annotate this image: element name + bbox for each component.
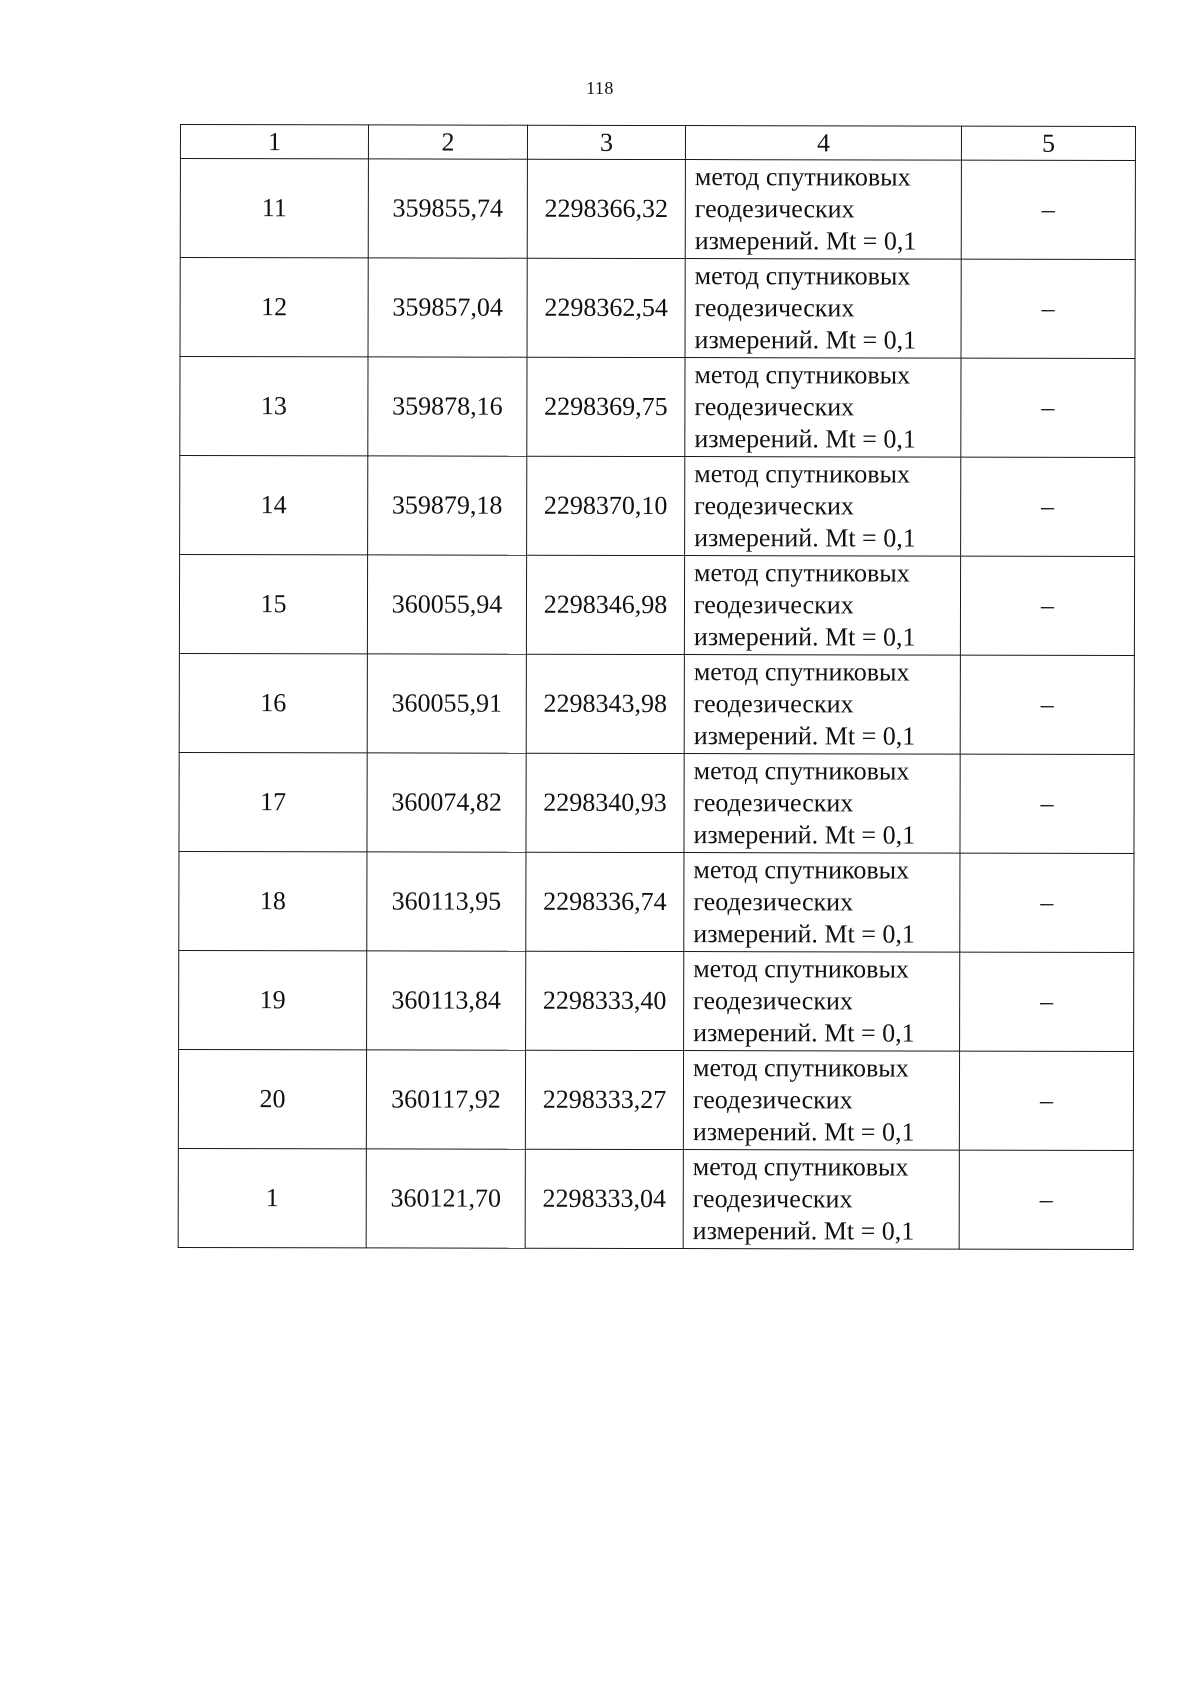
- method-cell: [684, 754, 960, 854]
- point-number-cell: 18: [179, 851, 367, 950]
- method-text-line: метод спутниковых: [693, 954, 909, 984]
- x-coordinate-cell: 360113,95: [367, 852, 526, 951]
- note-cell: –: [960, 853, 1134, 952]
- method-cell: [684, 556, 960, 656]
- x-coordinate-cell: 360055,94: [367, 555, 526, 654]
- method-cell: [685, 259, 961, 359]
- point-number-cell: 13: [180, 357, 368, 456]
- method-text-line: измерений. Mt = 0,1: [693, 721, 916, 751]
- method-text-line: метод спутниковых: [692, 1152, 909, 1182]
- method-text-line: метод спутниковых: [693, 657, 910, 687]
- y-coordinate-cell: 2298336,74: [526, 852, 684, 951]
- method-text-line: геодезических: [694, 194, 855, 224]
- x-coordinate-cell: 360117,92: [366, 1050, 525, 1149]
- y-coordinate-cell: 2298340,93: [526, 753, 684, 852]
- y-coordinate-cell: 2298369,75: [527, 357, 685, 456]
- table-body: [178, 159, 1135, 1250]
- method-text-line: геодезических: [693, 689, 854, 719]
- method-text-line: измерений. Mt = 0,1: [693, 919, 915, 949]
- method-text-line: метод спутниковых: [694, 162, 911, 192]
- table-row: [180, 456, 1135, 557]
- method-text-line: метод спутниковых: [694, 558, 910, 588]
- coordinates-table: [178, 124, 1136, 1250]
- method-text-line: геодезических: [693, 788, 854, 818]
- method-text-line: измерений. Mt = 0,1: [694, 226, 917, 256]
- method-text-line: геодезических: [692, 1184, 853, 1214]
- method-cell: [684, 952, 960, 1052]
- y-coordinate-cell: 2298333,27: [525, 1050, 683, 1149]
- note-cell: –: [961, 457, 1135, 556]
- point-number-cell: 12: [180, 258, 368, 357]
- table-row: [179, 752, 1134, 853]
- column-header: 2: [368, 125, 527, 159]
- header-row: [180, 125, 1135, 161]
- method-text-line: геодезических: [694, 491, 854, 521]
- point-number-cell: 1: [178, 1148, 366, 1247]
- y-coordinate-cell: 2298362,54: [527, 258, 685, 357]
- method-text-line: измерений. Mt = 0,1: [694, 325, 917, 355]
- x-coordinate-cell: 360055,91: [367, 654, 526, 753]
- table-row: [180, 159, 1135, 260]
- method-text-line: геодезических: [693, 590, 854, 620]
- column-header: 5: [961, 126, 1135, 160]
- table-header: [180, 125, 1135, 161]
- table-row: [179, 555, 1134, 656]
- method-text-line: геодезических: [693, 887, 854, 917]
- method-text-line: метод спутниковых: [692, 1053, 909, 1083]
- x-coordinate-cell: 360121,70: [366, 1149, 525, 1248]
- method-cell: [684, 853, 960, 953]
- method-cell: [684, 655, 960, 755]
- method-text-line: метод спутниковых: [693, 756, 910, 786]
- note-cell: –: [959, 1051, 1133, 1150]
- x-coordinate-cell: 359878,16: [368, 357, 527, 456]
- page-number: 118: [586, 78, 614, 98]
- column-header: 3: [527, 125, 685, 159]
- table-row: [178, 1148, 1133, 1249]
- y-coordinate-cell: 2298333,04: [525, 1149, 683, 1248]
- x-coordinate-cell: 359879,18: [368, 456, 527, 555]
- table-row: [180, 357, 1135, 458]
- method-text-line: метод спутниковых: [693, 855, 910, 885]
- x-coordinate-cell: 360113,84: [367, 951, 526, 1050]
- method-cell: [683, 1150, 959, 1250]
- method-text-line: геодезических: [693, 986, 853, 1016]
- method-cell: [685, 358, 961, 458]
- method-cell: [683, 1051, 959, 1151]
- y-coordinate-cell: 2298370,10: [527, 456, 685, 555]
- method-text-line: геодезических: [694, 392, 855, 422]
- method-cell: [685, 457, 961, 557]
- y-coordinate-cell: 2298366,32: [527, 159, 685, 258]
- column-header: 1: [180, 125, 368, 159]
- method-text-line: измерений. Mt = 0,1: [694, 424, 916, 454]
- note-cell: –: [960, 556, 1134, 655]
- point-number-cell: 14: [180, 456, 368, 555]
- note-cell: –: [961, 358, 1135, 457]
- method-text-line: измерений. Mt = 0,1: [694, 523, 916, 553]
- table-row: [179, 851, 1134, 952]
- note-cell: –: [960, 952, 1134, 1051]
- table-row: [178, 1049, 1133, 1150]
- point-number-cell: 16: [179, 653, 367, 752]
- y-coordinate-cell: 2298333,40: [526, 951, 684, 1050]
- table-row: [180, 258, 1135, 359]
- method-text-line: измерений. Mt = 0,1: [692, 1117, 915, 1147]
- x-coordinate-cell: 359855,74: [368, 159, 527, 258]
- method-text-line: геодезических: [692, 1085, 853, 1115]
- point-number-cell: 19: [179, 950, 367, 1049]
- note-cell: –: [960, 754, 1134, 853]
- point-number-cell: 15: [179, 555, 367, 654]
- method-cell: [685, 160, 961, 260]
- x-coordinate-cell: 359857,04: [368, 258, 527, 357]
- method-text-line: измерений. Mt = 0,1: [692, 1216, 915, 1246]
- y-coordinate-cell: 2298346,98: [526, 555, 684, 654]
- table-row: [179, 950, 1134, 1051]
- point-number-cell: 17: [179, 752, 367, 851]
- x-coordinate-cell: 360074,82: [367, 753, 526, 852]
- note-cell: –: [961, 259, 1135, 358]
- column-header: 4: [685, 126, 961, 161]
- method-text-line: геодезических: [694, 293, 855, 323]
- method-text-line: измерений. Mt = 0,1: [693, 622, 916, 652]
- method-text-line: метод спутниковых: [694, 459, 911, 489]
- method-text-line: измерений. Mt = 0,1: [693, 1018, 915, 1048]
- method-text-line: метод спутниковых: [694, 360, 911, 390]
- method-text-line: измерений. Mt = 0,1: [693, 820, 916, 850]
- note-cell: –: [959, 1150, 1133, 1249]
- note-cell: –: [961, 160, 1135, 259]
- table-row: [179, 653, 1134, 754]
- method-text-line: метод спутниковых: [694, 261, 911, 291]
- y-coordinate-cell: 2298343,98: [526, 654, 684, 753]
- point-number-cell: 20: [178, 1049, 366, 1148]
- note-cell: –: [960, 655, 1134, 754]
- point-number-cell: 11: [180, 159, 368, 258]
